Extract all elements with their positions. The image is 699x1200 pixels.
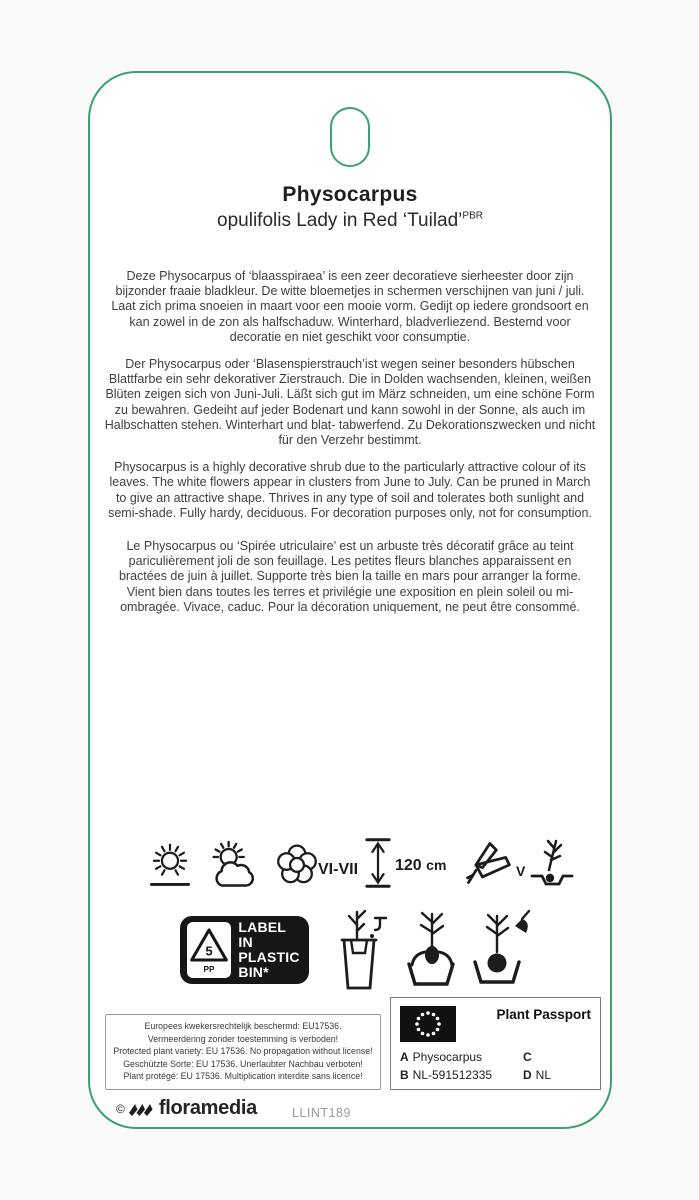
- description-dutch: Deze Physocarpus of ‘blaasspiraea’ is een zeer decoratieve sierheester door zijn bijzonder fraaie bladkleur. De witte bloemetjes in schermen verschijnen van juni / juli. Laat zich prima snoeien in maart voor een mooie vorm. Gedijt op iedere grondsoort en kan zowel in de zon als halfschaduw. Winterhard, bladverliezend. Bestemd voor decoratie en niet geschikt voor consumptie.: [111, 269, 589, 344]
- pruning-shears-icon: [462, 837, 514, 889]
- title-block: [90, 183, 610, 232]
- care-icons-row: [90, 833, 614, 897]
- height-value: 120: [395, 857, 422, 874]
- plant-passport-box: [390, 997, 601, 1090]
- height-arrow-icon: [365, 835, 391, 891]
- legal-line-nl-1: Europees kwekersrechtelijk beschermd: EU17536.: [144, 1021, 342, 1032]
- plant-label-card: [88, 71, 612, 1129]
- bin-badge-text: LABEL IN PLASTIC BIN*: [238, 919, 300, 980]
- description-english: Physocarpus is a highly decorative shrub due to the particularly attractive colour of its leaves. The white flowers appear in clusters from June to July. Can be pruned in March to give an attractive shape. Thrives in any type of soil and tolerates both sunlight and semi-shade. Fully hardy, deciduous. For decoration purposes only, not for consumption.: [108, 460, 592, 520]
- plant-variety-subtitle: [90, 210, 610, 232]
- svg-text:5: 5: [205, 943, 213, 959]
- plant-with-shovel-icon: [470, 906, 534, 994]
- svg-text:PP: PP: [203, 964, 215, 974]
- half-shade-icon: [210, 837, 258, 893]
- print-code: LLINT189: [292, 1106, 351, 1120]
- passport-title: Plant Passport: [496, 1007, 591, 1022]
- recycle-pp5-icon: [189, 924, 229, 976]
- plant-variety-rights-box: [105, 1014, 381, 1090]
- floramedia-leaf-mark-icon: [129, 1100, 155, 1118]
- pbr-superscript: PBR: [462, 210, 483, 222]
- recycling-panel: [187, 922, 231, 978]
- passport-row-d: D NL: [523, 1068, 552, 1082]
- description-block: [104, 269, 596, 615]
- flower-icon: [274, 841, 320, 887]
- brand-name: floramedia: [158, 1097, 257, 1119]
- passport-row-c: C: [523, 1050, 532, 1064]
- soak-in-bucket-icon: [330, 906, 390, 994]
- legal-line-en: Protected plant variety: EU 17536. No propagation without license!: [113, 1046, 373, 1057]
- copyright-symbol: ©: [116, 1101, 125, 1116]
- floramedia-logo: [116, 1097, 257, 1120]
- plant-genus-title: Physocarpus: [282, 183, 418, 206]
- description-german: Der Physocarpus oder ‘Blasenspierstrauch’ist wegen seiner besonders hübschen Blattfarbe ein sehr dekorativer Zierstrauch. Die in Dolden wachsenden, kleinen, weißen Blüten zeigen sich von Juni-Juli. Läßt sich gut im März schneiden, um eine schöne Form zu bewahren. Gedeiht auf jeder Bodenart und kann sowohl in der Sonne, als auch im Halbschatten stehen. Winterhart und blat- tabwerfend. Zu Dekorationszwecken und nicht für den Verzehr bestimmt.: [104, 357, 596, 448]
- pruning-month-label: V: [516, 863, 526, 879]
- legal-line-nl-2: Vermeerdering zonder toestemming is verboden!: [147, 1033, 339, 1044]
- legal-line-fr: Plant protégé: EU 17536. Multiplication interdite sans licence!: [123, 1071, 363, 1082]
- description-french: Le Physocarpus ou ‘Spirée utriculaire’ est un arbuste très décoratif grâce au teint pariculièrement joli de son feuillage. Les petites fleurs blanches apparaissent en bractées de juin à juillet. Supporte très bien la taille en mars pour arranger la forme. Vient bien dans toutes les terres et privilégie une exposition en plein soleil ou mi-ombragée. Vivace, caduc. Pour la décoration uniquement, ne peut être consommé.: [118, 539, 582, 614]
- flowering-period-label: VI-VII: [318, 861, 359, 878]
- spread-roots-icon: [402, 906, 462, 994]
- label-in-plastic-bin-badge: [180, 916, 309, 984]
- eu-flag-icon: [400, 1006, 456, 1042]
- legal-line-de: Geschützte Sorte: EU 17536. Unerlaubter Nachbau verboten!: [123, 1058, 363, 1069]
- planting-instructions-row: [90, 906, 614, 998]
- full-sun-icon: [148, 837, 192, 893]
- passport-row-b: B NL-591512335: [400, 1068, 493, 1082]
- height-unit: cm: [426, 857, 447, 873]
- height-label: [395, 857, 446, 875]
- plant-in-ground-icon: [530, 835, 574, 891]
- hanger-punch-hole: [330, 107, 370, 167]
- variety-name: opulifolis Lady in Red ‘Tuilad’: [217, 210, 463, 231]
- passport-row-a: A Physocarpus: [400, 1050, 483, 1064]
